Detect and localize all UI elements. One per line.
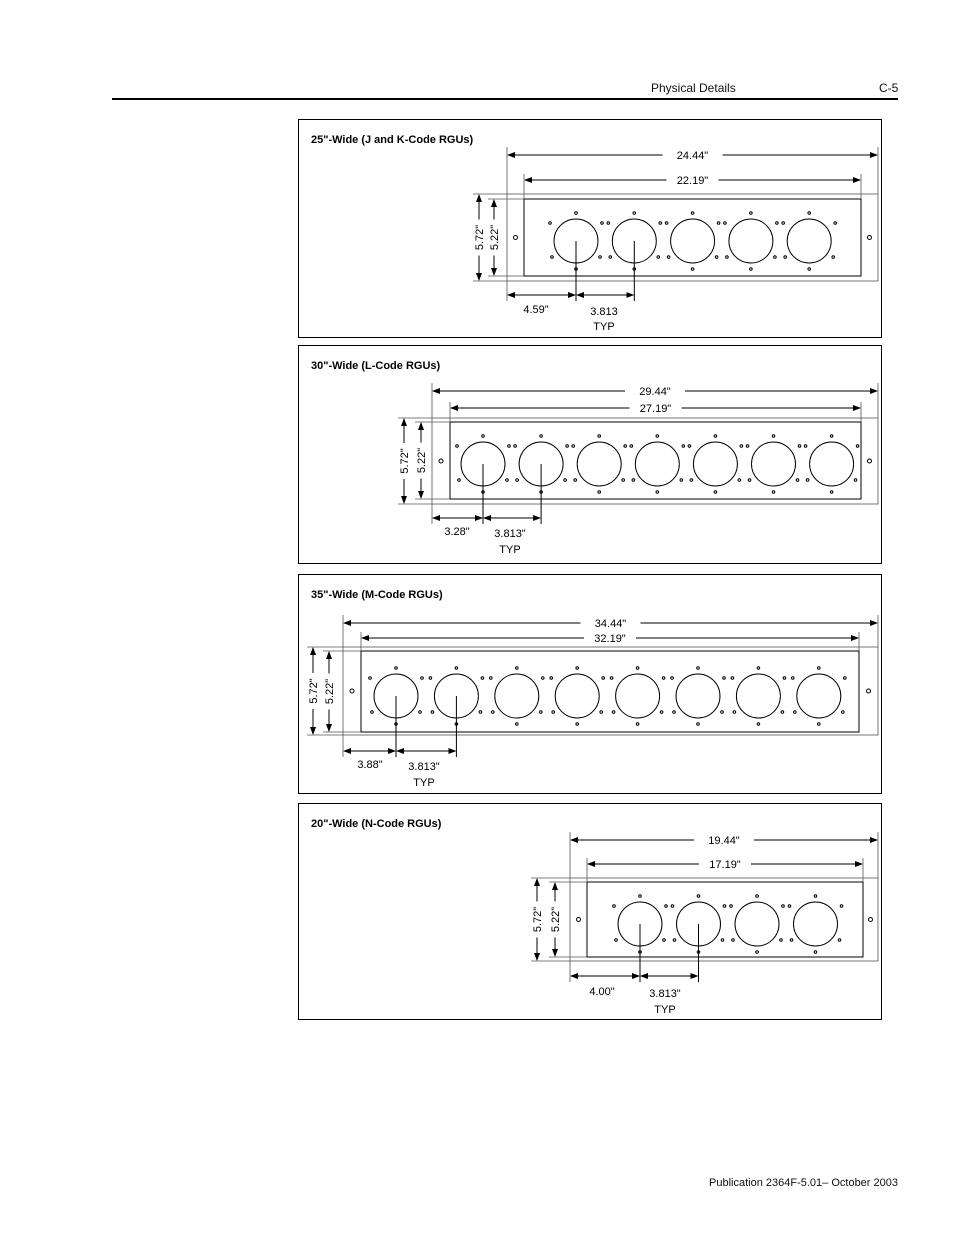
cutout-screw-hole — [731, 677, 734, 680]
cutout-screw-hole — [792, 677, 795, 680]
cutout-screw-hole — [600, 711, 603, 714]
cutout-screw-hole — [659, 222, 662, 225]
inner-height-label: 5.22" — [324, 678, 336, 705]
cutout-screw-hole — [691, 212, 694, 215]
cutout-screw-hole — [818, 723, 821, 726]
cutout-screw-hole — [680, 479, 683, 482]
spacing-typ-label: TYP — [654, 1004, 676, 1016]
cutout-screw-hole — [774, 256, 777, 259]
cutout-screw-hole — [717, 222, 720, 225]
cutout-screw-hole — [832, 256, 835, 259]
cutout-screw-hole — [788, 905, 791, 908]
cutout-screw-hole — [639, 895, 642, 898]
cutout-screw-hole — [697, 667, 700, 670]
cutout-screw-hole — [602, 677, 605, 680]
cutout-screw-hole — [757, 723, 760, 726]
cutout-screw-hole — [790, 939, 793, 942]
cutout-screw-hole — [730, 905, 733, 908]
cutout-screw-hole — [854, 479, 857, 482]
cutout-screw-hole — [830, 491, 833, 494]
cutout-screw-hole — [632, 479, 635, 482]
cutout-screw-hole — [542, 677, 545, 680]
cutout-screw-hole — [421, 677, 424, 680]
cutout-screw-hole — [721, 939, 724, 942]
rgu-cutout — [676, 674, 720, 718]
inner-panel — [524, 199, 861, 276]
cutout-screw-hole — [514, 445, 517, 448]
cutout-screw-hole — [780, 939, 783, 942]
cutout-screw-hole — [630, 445, 633, 448]
inner-height-label: 5.22" — [416, 447, 428, 474]
panel-title: 35"-Wide (M-Code RGUs) — [311, 589, 443, 601]
rgu-cutout — [735, 902, 779, 946]
cutout-screw-hole — [750, 212, 753, 215]
rgu-cutout — [495, 674, 539, 718]
cutout-screw-hole — [481, 677, 484, 680]
cutout-screw-hole — [756, 895, 759, 898]
cutout-screw-hole — [688, 445, 691, 448]
panel-30-wide — [298, 345, 882, 564]
cutout-screw-hole — [656, 491, 659, 494]
cutout-screw-hole — [657, 256, 660, 259]
cutout-screw-hole — [660, 711, 663, 714]
cutout-screw-hole — [599, 256, 602, 259]
cutout-screw-hole — [540, 435, 543, 438]
panel-drawing — [299, 575, 881, 793]
cutout-screw-hole — [598, 491, 601, 494]
cutout-screw-hole — [724, 222, 727, 225]
cutout-screw-hole — [796, 479, 799, 482]
cutout-screw-hole — [550, 677, 553, 680]
rgu-cutout — [616, 674, 660, 718]
header-section-title: Physical Details — [651, 81, 736, 95]
inner-width-label: 22.19" — [676, 175, 709, 187]
cutout-screw-hole — [576, 723, 579, 726]
rgu-cutout — [729, 219, 773, 263]
cutout-screw-hole — [564, 479, 567, 482]
cutout-screw-hole — [690, 479, 693, 482]
overall-width-label: 19.44" — [708, 835, 740, 847]
edge-offset-label: 4.59" — [523, 304, 549, 316]
panel-drawing — [299, 346, 881, 563]
rgu-cutout — [810, 442, 854, 486]
overall-height-label: 5.72" — [399, 448, 411, 474]
cutout-screw-hole — [772, 491, 775, 494]
cutout-screw-hole — [756, 951, 759, 954]
cutout-screw-hole — [598, 435, 601, 438]
cutout-screw-hole — [492, 711, 495, 714]
cutout-screw-hole — [697, 895, 700, 898]
footer-publication: Publication 2364F-5.01– October 2003 — [709, 1177, 898, 1189]
cutout-screw-hole — [552, 711, 555, 714]
cutout-screw-hole — [613, 905, 616, 908]
cutout-screw-hole — [844, 677, 847, 680]
cutout-screw-hole — [784, 256, 787, 259]
cutout-screw-hole — [714, 435, 717, 438]
spacing-typ-label: TYP — [499, 544, 521, 556]
cutout-screw-hole — [667, 256, 670, 259]
cutout-screw-hole — [549, 222, 552, 225]
cutout-screw-hole — [633, 212, 636, 215]
cutout-screw-hole — [726, 256, 729, 259]
mounting-hole-left — [350, 689, 354, 693]
rgu-cutout — [693, 442, 737, 486]
inner-panel — [587, 882, 863, 957]
cutout-screw-hole — [783, 677, 786, 680]
rgu-cutout — [671, 219, 715, 263]
cutout-screw-hole — [856, 445, 859, 448]
mounting-hole-left — [577, 918, 581, 922]
outer-plate — [570, 878, 878, 961]
panel-title: 30"-Wide (L-Code RGUs) — [311, 360, 441, 372]
cutout-screw-hole — [750, 268, 753, 271]
outer-plate — [432, 418, 878, 504]
panel-35-wide — [298, 574, 882, 794]
inner-panel — [361, 651, 859, 732]
panel-20-wide — [298, 803, 882, 1020]
cutout-screw-hole — [830, 435, 833, 438]
cutout-screw-hole — [456, 445, 459, 448]
cutout-screw-hole — [818, 667, 821, 670]
header-page-number: C-5 — [879, 81, 899, 95]
cutout-screw-hole — [738, 479, 741, 482]
inner-width-label: 32.19" — [594, 633, 626, 645]
cutout-screw-hole — [566, 445, 569, 448]
cutout-screw-hole — [671, 905, 674, 908]
panel-25-wide — [298, 119, 882, 338]
rgu-cutout — [736, 674, 780, 718]
spacing-label: 3.813" — [649, 988, 681, 1000]
cutout-screw-hole — [551, 256, 554, 259]
cutout-screw-hole — [479, 711, 482, 714]
cutout-screw-hole — [656, 435, 659, 438]
overall-width-label: 34.44" — [594, 618, 627, 630]
cutout-screw-hole — [671, 677, 674, 680]
cutout-screw-hole — [838, 939, 841, 942]
cutout-screw-hole — [615, 939, 618, 942]
cutout-screw-hole — [665, 905, 668, 908]
overall-width-label: 29.44" — [639, 386, 671, 398]
spacing-typ-label: TYP — [593, 321, 615, 333]
cutout-screw-hole — [540, 711, 543, 714]
cutout-screw-hole — [723, 677, 726, 680]
cutout-screw-hole — [636, 667, 639, 670]
cutout-screw-hole — [572, 445, 575, 448]
cutout-screw-hole — [746, 445, 749, 448]
cutout-screw-hole — [371, 711, 374, 714]
inner-panel — [450, 422, 861, 499]
cutout-screw-hole — [808, 268, 811, 271]
inner-width-label: 27.19" — [639, 403, 672, 415]
cutout-screw-hole — [395, 667, 398, 670]
cutout-screw-hole — [673, 711, 676, 714]
cutout-screw-hole — [369, 677, 372, 680]
mounting-hole-right — [867, 689, 871, 693]
cutout-screw-hole — [508, 445, 511, 448]
cutout-screw-hole — [624, 445, 627, 448]
cutout-screw-hole — [798, 445, 801, 448]
cutout-screw-hole — [757, 667, 760, 670]
cutout-screw-hole — [455, 667, 458, 670]
panel-drawing — [299, 120, 881, 337]
cutout-screw-hole — [772, 435, 775, 438]
inner-width-label: 17.19" — [709, 859, 741, 871]
cutout-screw-hole — [601, 222, 604, 225]
mounting-hole-right — [869, 918, 873, 922]
cutout-screw-hole — [733, 711, 736, 714]
cutout-screw-hole — [804, 445, 807, 448]
cutout-screw-hole — [842, 711, 845, 714]
cutout-screw-hole — [748, 479, 751, 482]
cutout-screw-hole — [516, 667, 519, 670]
panel-title: 20"-Wide (N-Code RGUs) — [311, 818, 442, 830]
panel-title: 25"-Wide (J and K-Code RGUs) — [311, 134, 474, 146]
cutout-screw-hole — [429, 677, 432, 680]
mounting-hole-left — [514, 236, 518, 240]
cutout-screw-hole — [721, 711, 724, 714]
overall-width-label: 24.44" — [676, 150, 709, 162]
cutout-screw-hole — [782, 222, 785, 225]
panel-drawing — [299, 804, 881, 1019]
cutout-screw-hole — [609, 256, 612, 259]
cutout-screw-hole — [665, 222, 668, 225]
cutout-screw-hole — [490, 677, 493, 680]
rgu-cutout — [752, 442, 796, 486]
cutout-screw-hole — [714, 491, 717, 494]
spacing-label: 3.813 — [590, 306, 618, 318]
cutout-screw-hole — [740, 445, 743, 448]
cutout-screw-hole — [663, 939, 666, 942]
cutout-screw-hole — [636, 723, 639, 726]
cutout-screw-hole — [516, 479, 519, 482]
cutout-screw-hole — [808, 212, 811, 215]
cutout-screw-hole — [715, 256, 718, 259]
overall-height-label: 5.72" — [474, 224, 486, 251]
overall-height-label: 5.72" — [532, 906, 544, 933]
cutout-screw-hole — [781, 711, 784, 714]
inner-height-label: 5.22" — [550, 906, 562, 933]
spacing-label: 3.813" — [408, 761, 440, 773]
cutout-screw-hole — [607, 222, 610, 225]
cutout-screw-hole — [682, 445, 685, 448]
rgu-cutout — [787, 219, 831, 263]
rgu-cutout — [797, 674, 841, 718]
cutout-screw-hole — [732, 939, 735, 942]
cutout-screw-hole — [814, 951, 817, 954]
cutout-screw-hole — [612, 711, 615, 714]
cutout-screw-hole — [610, 677, 613, 680]
cutout-screw-hole — [697, 723, 700, 726]
mounting-hole-right — [868, 236, 872, 240]
header-rule — [112, 98, 898, 100]
cutout-screw-hole — [723, 905, 726, 908]
mounting-hole-right — [868, 459, 872, 463]
cutout-screw-hole — [574, 479, 577, 482]
rgu-cutout — [555, 674, 599, 718]
cutout-screw-hole — [782, 905, 785, 908]
rgu-cutout — [577, 442, 621, 486]
cutout-screw-hole — [840, 905, 843, 908]
inner-height-label: 5.22" — [489, 224, 501, 251]
edge-offset-label: 4.00" — [589, 986, 615, 998]
rgu-cutout — [635, 442, 679, 486]
cutout-screw-hole — [458, 479, 461, 482]
cutout-screw-hole — [814, 895, 817, 898]
cutout-screw-hole — [622, 479, 625, 482]
cutout-screw-hole — [673, 939, 676, 942]
cutout-screw-hole — [806, 479, 809, 482]
cutout-screw-hole — [662, 677, 665, 680]
spacing-typ-label: TYP — [413, 777, 435, 789]
spacing-label: 3.813" — [494, 528, 526, 540]
overall-height-label: 5.72" — [308, 678, 320, 704]
rgu-cutout — [794, 902, 838, 946]
cutout-screw-hole — [834, 222, 837, 225]
cutout-screw-hole — [431, 711, 434, 714]
cutout-screw-hole — [516, 723, 519, 726]
cutout-screw-hole — [576, 667, 579, 670]
cutout-screw-hole — [691, 268, 694, 271]
cutout-screw-hole — [482, 435, 485, 438]
cutout-screw-hole — [794, 711, 797, 714]
cutout-screw-hole — [506, 479, 509, 482]
cutout-screw-hole — [575, 212, 578, 215]
cutout-screw-hole — [776, 222, 779, 225]
cutout-screw-hole — [419, 711, 422, 714]
mounting-hole-left — [439, 459, 443, 463]
edge-offset-label: 3.88" — [357, 759, 383, 771]
edge-offset-label: 3.28" — [444, 526, 470, 538]
